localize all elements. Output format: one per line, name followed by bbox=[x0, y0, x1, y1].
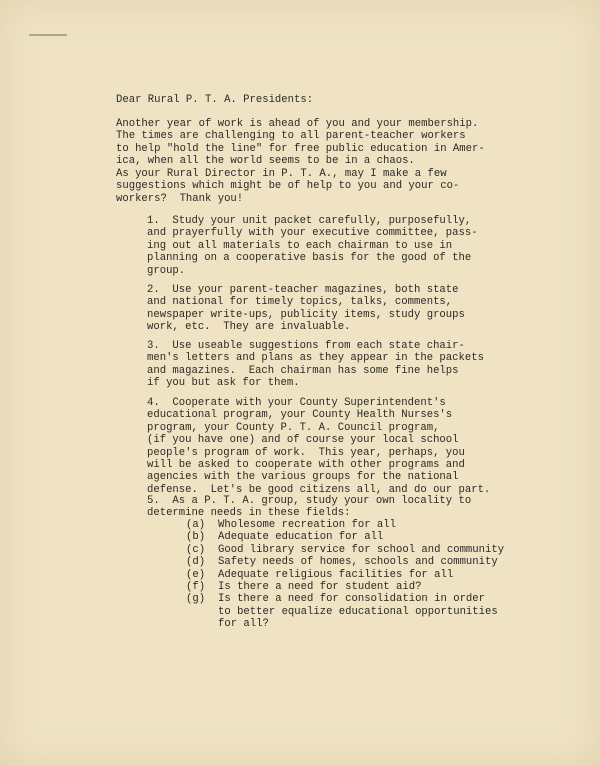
needs-text bbox=[218, 544, 504, 556]
needs-line: for all? bbox=[218, 618, 269, 631]
needs-line: Is there a need for consolidation in order bbox=[218, 593, 486, 606]
paragraph-line: The times are challenging to all parent-teacher workers bbox=[116, 130, 466, 143]
item-line: agencies with the various groups for the national bbox=[147, 471, 459, 484]
needs-letter: (g) bbox=[186, 593, 206, 606]
item-line: and magazines. Each chairman has some fine helps bbox=[147, 364, 459, 377]
needs-letter: (a) bbox=[186, 519, 206, 531]
item-line: and national for timely topics, talks, comments, bbox=[147, 296, 453, 309]
item-line: program, your County P. T. A. Council program, bbox=[147, 421, 440, 434]
needs-list-item bbox=[186, 556, 504, 568]
needs-letter: (e) bbox=[186, 568, 206, 581]
needs-line: to better equalize educational opportunities bbox=[218, 605, 498, 618]
needs-text bbox=[218, 519, 396, 531]
needs-text bbox=[218, 556, 498, 568]
needs-line: Adequate education for all bbox=[218, 531, 384, 544]
needs-letter: (b) bbox=[186, 531, 206, 544]
needs-letter: (f) bbox=[186, 581, 206, 594]
needs-list-item bbox=[186, 569, 504, 581]
suggestion-item-2 bbox=[147, 284, 465, 334]
item-line: 2. Use your parent-teacher magazines, both state bbox=[147, 284, 459, 296]
item-line: if you but ask for them. bbox=[147, 377, 300, 390]
item-line: work, etc. They are invaluable. bbox=[147, 321, 351, 334]
item-line: (if you have one) and of course your local school bbox=[147, 434, 459, 447]
item-line: determine needs in these fields: bbox=[147, 507, 351, 520]
needs-letter: (d) bbox=[186, 556, 206, 569]
needs-letter: (c) bbox=[186, 543, 206, 556]
item-line: planning on a cooperative basis for the good of the bbox=[147, 252, 472, 265]
paragraph-suggestions bbox=[116, 168, 459, 205]
paragraph-line: Another year of work is ahead of you and your membership. bbox=[116, 118, 479, 130]
margin-mark bbox=[29, 34, 67, 36]
paragraph-line: suggestions which might be of help to you and your co- bbox=[116, 180, 460, 193]
needs-line: Good library service for school and community bbox=[218, 543, 505, 556]
needs-text bbox=[218, 581, 421, 593]
suggestion-item-3 bbox=[147, 340, 484, 390]
item-line: 1. Study your unit packet carefully, purposefully, bbox=[147, 215, 472, 227]
paragraph-line: workers? Thank you! bbox=[116, 192, 244, 205]
needs-list bbox=[186, 519, 504, 631]
needs-text bbox=[218, 593, 498, 630]
suggestion-item-4 bbox=[147, 397, 490, 496]
item-line: men's letters and plans as they appear in the packets bbox=[147, 352, 484, 365]
item-line: educational program, your County Health Nurses's bbox=[147, 409, 453, 422]
needs-list-item bbox=[186, 519, 504, 531]
item-line: newspaper write-ups, publicity items, study groups bbox=[147, 308, 465, 321]
needs-list-item bbox=[186, 581, 504, 593]
paragraph-line: to help "hold the line" for free public education in Amer- bbox=[116, 142, 485, 155]
item-line: 5. As a P. T. A. group, study your own locality to bbox=[147, 495, 472, 507]
item-line: people's program of work. This year, perhaps, you bbox=[147, 446, 465, 459]
needs-text bbox=[218, 531, 383, 543]
needs-line: Safety needs of homes, schools and community bbox=[218, 556, 498, 569]
needs-list-item bbox=[186, 531, 504, 543]
item-line: ing out all materials to each chairman to use in bbox=[147, 239, 453, 252]
item-line: defense. Let's be good citizens all, and do our part. bbox=[147, 483, 491, 496]
item-line: group. bbox=[147, 264, 186, 277]
needs-list-item bbox=[186, 593, 504, 630]
salutation: Dear Rural P. T. A. Presidents: bbox=[116, 94, 314, 106]
paragraph-line: ica, when all the world seems to be in a chaos. bbox=[116, 155, 415, 168]
item-line: 4. Cooperate with your County Superintendent's bbox=[147, 397, 446, 409]
needs-line: Adequate religious facilities for all bbox=[218, 568, 454, 581]
paragraph-intro bbox=[116, 118, 485, 168]
suggestion-item-1 bbox=[147, 215, 478, 277]
needs-line: Wholesome recreation for all bbox=[218, 519, 397, 531]
item-line: and prayerfully with your executive committee, pass- bbox=[147, 227, 478, 240]
item-line: 3. Use useable suggestions from each state chair- bbox=[147, 340, 465, 352]
needs-list-item bbox=[186, 544, 504, 556]
item-line: will be asked to cooperate with other programs and bbox=[147, 459, 465, 472]
needs-text bbox=[218, 569, 453, 581]
paragraph-line: As your Rural Director in P. T. A., may I make a few bbox=[116, 168, 447, 180]
suggestion-item-5 bbox=[147, 495, 471, 520]
needs-line: Is there a need for student aid? bbox=[218, 581, 422, 594]
